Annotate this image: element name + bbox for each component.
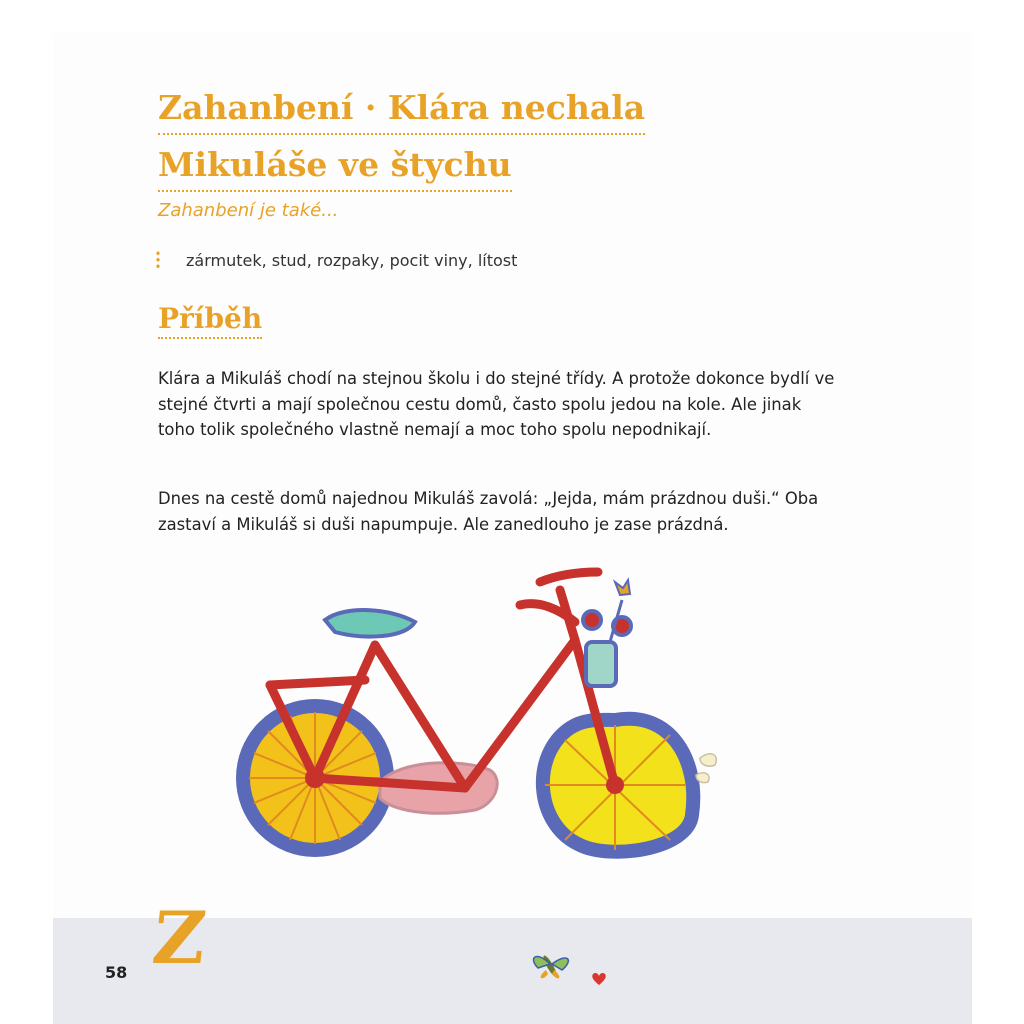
basket <box>586 642 616 686</box>
page-title <box>158 84 645 198</box>
heart-icon <box>590 971 608 987</box>
synonyms-list <box>156 250 517 270</box>
story-paragraph-2: Dnes na cestě domů najednou Mikuláš zavolá: „Jejda, mám prázdnou duši.“ Oba zastaví a Mikuláš si duši napumpuje. Ale zanedlouho je zase prázdná. <box>158 489 819 534</box>
story-paragraph-1: Klára a Mikuláš chodí na stejnou školu i do stejné třídy. A protože dokonce bydlí ve stejné čtvrti a mají společnou cestu domů, často spolu jedou na kole. Ale jinak toho tolik společného vlastně nemají a moc toho spolu nepodnikají. <box>158 369 835 439</box>
flowers <box>583 580 631 642</box>
section-heading: Příběh <box>158 302 262 339</box>
air-puffs <box>696 754 716 783</box>
title-line-1: Zahanbení · Klára nechala <box>158 84 645 135</box>
synonyms-text: zármutek, stud, rozpaky, pocit viny, lítost <box>186 250 518 270</box>
subtitle: Zahanbení je také... <box>158 200 339 221</box>
bicycle-illustration <box>230 560 750 870</box>
page-number: 58 <box>105 963 128 982</box>
butterfly-icon <box>524 944 576 984</box>
dotted-bar-icon <box>156 250 160 270</box>
saddle <box>325 610 415 637</box>
chapter-letter: Z <box>148 895 211 980</box>
title-line-2: Mikuláše ve štychu <box>158 141 512 192</box>
